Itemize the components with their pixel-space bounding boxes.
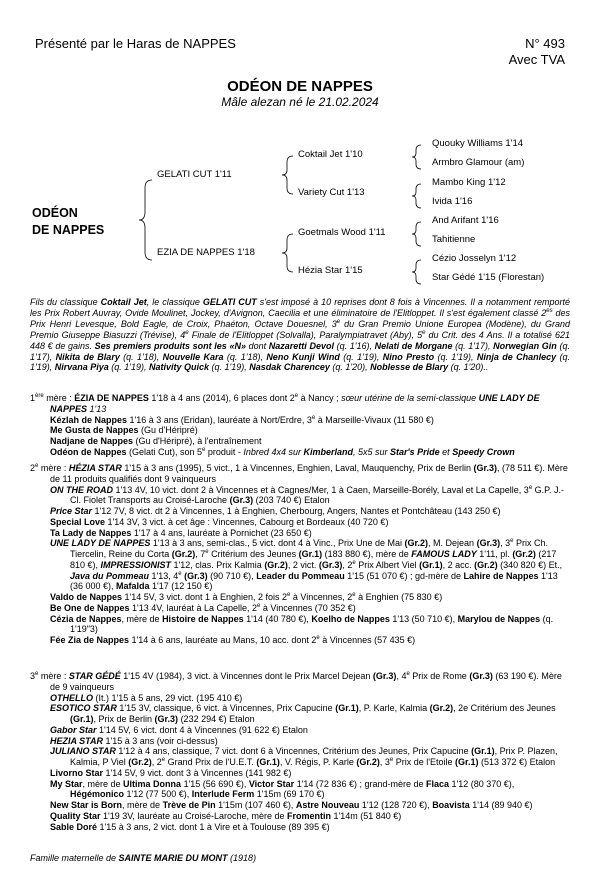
pedigree-dam-dam: Hézia Star 1'15 bbox=[298, 265, 363, 276]
text-run: (340 820 €) Et., bbox=[497, 559, 563, 570]
section-line bbox=[30, 703, 570, 725]
text-run: Nadjane de Nappes bbox=[50, 436, 134, 446]
text-run: 1'12 à 4 ans, classique, 7 vict. dont 6 à Vincennes, Critérium des Jeunes, Prix Capucine bbox=[115, 746, 472, 757]
text-run: 1'14 à 6 ans, lauréate au Mans, 10 acc. dont 2 bbox=[129, 635, 317, 645]
text-run: My Star bbox=[50, 778, 83, 789]
section-line bbox=[30, 779, 570, 801]
text-run: (217 810 €), bbox=[70, 549, 557, 570]
pedigree-dam: EZIA DE NAPPES 1'18 bbox=[157, 247, 255, 258]
text-run: 1'14 5V, 6 vict. dont 4 à Vincennes (91 622 €) Etalon bbox=[96, 724, 308, 735]
text-run: (Gr.1) bbox=[335, 703, 359, 714]
text-run: (q. 1'19"3) bbox=[70, 613, 554, 635]
pedigree-subject bbox=[32, 205, 104, 239]
text-run: (Gelati Cut), son 5 bbox=[126, 446, 203, 457]
text-run: Be One de Nappes bbox=[50, 602, 130, 613]
text-run: (Gr.3) bbox=[184, 570, 208, 581]
text-run: 1'19 3V, lauréate au Croisé-Laroche, mère de bbox=[100, 810, 288, 821]
first-dam-section bbox=[30, 393, 570, 458]
text-run: s'est imposé à 10 reprises dont 8 fois à Vincennes. Il a notamment remporté les Prix Robert Auvray, Ovide Moulinet, Jockey, d'Avignon, Caecilia et une éliminatoire de l'Elitloppet. Il s'est également classé 2 bbox=[30, 297, 571, 318]
text-run: à Vincennes (57 435 €) bbox=[319, 635, 416, 645]
text-run: sœur utérine de la semi-classique bbox=[341, 393, 479, 403]
pedigree-dam-sire: Goetmals Wood 1'11 bbox=[298, 227, 386, 238]
text-run: (Gr.2) bbox=[512, 549, 536, 559]
text-run: Norwegian Gin bbox=[493, 340, 557, 351]
text-run: e bbox=[178, 570, 182, 577]
text-run: Hégémonico bbox=[70, 789, 125, 800]
section-line bbox=[30, 725, 570, 736]
text-run: à Enghien (75 830 €) bbox=[355, 592, 443, 602]
text-run: 1'16 à 3 ans (Eridan), lauréate à Nort/Erdre, 3 bbox=[127, 414, 312, 425]
text-run: (Gr.2) bbox=[128, 757, 152, 767]
text-run: Neno Kunji Wind bbox=[266, 351, 340, 362]
text-run: 1'17 (12 150 €) bbox=[149, 581, 213, 592]
text-run: 1'14m (51 840 €) bbox=[331, 810, 402, 821]
text-run: OTHELLO bbox=[50, 692, 93, 703]
text-run: (q. 1'19), bbox=[30, 351, 570, 373]
section-line bbox=[30, 528, 570, 539]
text-run: e bbox=[35, 463, 39, 469]
text-run: Nikita de Blary bbox=[55, 351, 120, 362]
text-run: 1'14 3V, 3 vict. à cet âge : Vincennes, Cabourg et Bordeaux (40 720 €) bbox=[105, 516, 389, 527]
pedigree-sire: GELATI CUT 1'11 bbox=[157, 169, 232, 180]
text-run: Grand Prix de l'U.E.T. bbox=[165, 757, 257, 767]
section-line bbox=[30, 517, 570, 528]
text-run: (Gr.1) bbox=[471, 746, 495, 757]
pedigree-sire-sire: Coktail Jet 1'10 bbox=[298, 149, 363, 160]
text-run: e bbox=[352, 559, 356, 566]
pedigree-ggp: Star Gédé 1'15 (Florestan) bbox=[432, 272, 545, 283]
text-run: e bbox=[185, 329, 189, 336]
text-run: e bbox=[389, 757, 394, 763]
text-run: (90 710 €), bbox=[207, 570, 257, 581]
text-run: Boavista bbox=[432, 800, 470, 810]
text-run: , mère de bbox=[121, 613, 163, 624]
text-run: 1'15 4V (1984), 3 vict. à Vincennes dont le Prix Marcel Dejean bbox=[120, 671, 373, 681]
text-run: (203 740 €) Etalon bbox=[253, 495, 330, 506]
text-run: , 2e Critérium des Jeunes bbox=[453, 703, 556, 714]
pedigree-subject-line2: DE NAPPES bbox=[32, 223, 105, 237]
text-run: à Vincennes, 2 bbox=[290, 592, 353, 602]
text-run: e bbox=[316, 635, 320, 641]
text-run: , Prix P. Plazen, Kalmia, P Viel bbox=[70, 746, 558, 767]
text-run: (Gr.2) bbox=[356, 757, 380, 767]
text-run: , 4 bbox=[396, 671, 407, 681]
text-run: e bbox=[422, 329, 426, 336]
horse-title: ODÉON DE NAPPES bbox=[227, 78, 373, 95]
text-run: Livorno Star bbox=[50, 767, 104, 778]
text-run: 1'13 (36 000 €), bbox=[70, 570, 558, 592]
text-run: UNE LADY DE NAPPES bbox=[50, 393, 540, 414]
text-run: ESOTICO STAR bbox=[50, 703, 117, 714]
section-line bbox=[30, 822, 570, 833]
text-run: Special Love bbox=[50, 516, 106, 527]
text-run: New Star is Born bbox=[50, 800, 123, 810]
text-run: , P. Karle, Kalmia bbox=[358, 703, 430, 714]
horse-description: Mâle alezan né le 21.02.2024 bbox=[221, 95, 379, 109]
text-run: mère : bbox=[38, 671, 69, 681]
lot-number: N° 493 bbox=[525, 36, 565, 51]
text-run: (q. 1'20).. bbox=[448, 362, 489, 373]
third-dam-section bbox=[30, 671, 570, 832]
section-line bbox=[30, 506, 570, 517]
text-run: (q. 1'18), bbox=[223, 351, 267, 362]
text-run: 2 bbox=[30, 463, 36, 473]
text-run: 1'14 (89 940 €) bbox=[469, 800, 533, 810]
text-run: 1'14 5V, 9 vict. dont 3 à Vincennes (141 982 €) bbox=[103, 767, 292, 778]
text-run: e bbox=[311, 414, 316, 421]
text-run: Prix de l'Etoile bbox=[393, 757, 456, 767]
text-run: , 2 vict. bbox=[287, 559, 319, 570]
text-run: Nelati de Morgane bbox=[374, 340, 453, 351]
text-run: STAR GÉDÉ bbox=[68, 671, 121, 681]
section-line bbox=[30, 736, 570, 747]
second-dam-section bbox=[30, 463, 570, 646]
text-run: e bbox=[287, 592, 291, 598]
text-run: , 5x5 sur bbox=[352, 446, 390, 457]
text-run: du Gran Premio Unione Europea (Modène), du Grand Premio Giuseppe Biasuzzi (Trévise), 4 bbox=[30, 318, 570, 340]
text-run: JULIANO STAR bbox=[50, 746, 116, 757]
text-run: e bbox=[528, 484, 533, 491]
text-run: , 3 bbox=[500, 538, 511, 549]
text-run: (Gr.3) bbox=[372, 671, 397, 681]
text-run: 3 bbox=[30, 671, 36, 681]
text-run: Fée Zia de Nappes bbox=[50, 635, 130, 645]
text-run: 1'13 (50 710 €), bbox=[389, 613, 458, 624]
text-run: 1 bbox=[30, 393, 36, 403]
text-run: (Gr.3) bbox=[473, 463, 497, 473]
pedigree-subject-line1: ODÉON bbox=[32, 206, 78, 220]
text-run: (q. 1'17), bbox=[30, 340, 570, 362]
text-run: Victor Star bbox=[248, 778, 295, 789]
text-run: e bbox=[257, 602, 261, 609]
text-run: GELATI CUT bbox=[202, 297, 257, 307]
text-run: Price Star bbox=[50, 506, 93, 516]
pedigree-ggp: Mambo King 1'12 bbox=[432, 177, 506, 188]
text-run: Critérium des Jeunes bbox=[208, 549, 299, 559]
text-run: 1'15 (56 690 €), bbox=[181, 778, 249, 789]
text-run: (Gr.1) bbox=[70, 714, 94, 724]
text-run: à Nancy ; bbox=[298, 393, 342, 403]
section-line bbox=[30, 592, 570, 603]
text-run: (q. 1'18), bbox=[119, 351, 163, 362]
text-run: Mafalda bbox=[116, 581, 150, 592]
pedigree-ggp: And Arifant 1'16 bbox=[432, 215, 499, 226]
text-run: Prix Ch. Tiercelin, Reine du Corta bbox=[70, 538, 548, 559]
section-line bbox=[30, 800, 570, 811]
text-run: 1'13, 4 bbox=[149, 570, 179, 581]
text-run: Lahire de Nappes bbox=[463, 570, 539, 581]
section-line bbox=[30, 436, 570, 447]
text-run: (q. 1'19), bbox=[209, 362, 250, 373]
text-run: Gabor Star bbox=[50, 724, 97, 735]
text-run: Prix de Rome bbox=[409, 671, 470, 681]
text-run: ère bbox=[35, 393, 44, 399]
text-run: 1'15 (51 070 €) ; gd-mère de bbox=[344, 570, 464, 581]
text-run: Nazaretti Devol bbox=[268, 340, 334, 351]
text-run: (q. 1'17), bbox=[452, 340, 494, 351]
text-run: (Gr.3) bbox=[476, 538, 501, 549]
text-run: 1'12, clas. Prix Kalmia bbox=[171, 559, 265, 570]
section-line bbox=[30, 811, 570, 822]
text-run: (Gu d'Héripré), à l'entraînement bbox=[133, 436, 262, 446]
text-run: e bbox=[510, 538, 514, 545]
text-run: G.P. J.-Cl. Fiolet Transports au Croisé-Laroche bbox=[70, 484, 564, 506]
text-run: e bbox=[336, 318, 341, 325]
text-run: Quality Star bbox=[50, 810, 101, 821]
text-run: mère : bbox=[43, 393, 75, 403]
text-run: (Gr.3) bbox=[469, 671, 493, 681]
section-line bbox=[30, 447, 570, 458]
text-run: (q. 1'19), bbox=[339, 351, 383, 362]
text-run: 1'14 (72 836 €) ; grand-mère de bbox=[294, 778, 426, 789]
text-run: , 2 bbox=[151, 757, 162, 767]
pedigree-ggp: Tahitienne bbox=[432, 234, 476, 245]
text-run: Inbred 4x4 sur bbox=[243, 446, 304, 457]
text-run: 1'11, pl. bbox=[476, 549, 513, 559]
pedigree-ggp: Quouky Williams 1'14 bbox=[432, 138, 524, 149]
text-run: Finale de l'Elitloppet (Solvalla), Paralympiatravet (Aby), 5 bbox=[188, 329, 423, 340]
text-run: , M. Dejean bbox=[428, 538, 477, 549]
text-run: , mère de bbox=[82, 778, 124, 789]
footer-prefix: Famille maternelle de bbox=[30, 853, 119, 863]
text-run: (Gr.1) bbox=[455, 757, 479, 767]
text-run: Flaca bbox=[425, 778, 449, 789]
text-run: dont bbox=[245, 340, 269, 351]
text-run: Java du Pommeau bbox=[70, 570, 150, 581]
text-run: Coktail Jet bbox=[100, 297, 147, 307]
text-run: mère : bbox=[38, 463, 69, 473]
text-run: du Crit. des 4 Ans. Il a totalisé 621 448 € de gains. bbox=[30, 329, 570, 351]
text-run: 1'14 5V, 3 vict. dont 1 à Enghien, 2 fois 2 bbox=[122, 592, 288, 602]
text-run: 1'13 4V, 10 vict. dont 2 à Vincennes et à Cagnes/Mer, 1 à Caen, Marseille-Borély, Laval et La Capelle, 3 bbox=[113, 484, 529, 495]
pedigree-ggp: Ivida 1'16 bbox=[432, 196, 473, 207]
text-run: Nirvana Piya bbox=[54, 362, 109, 373]
text-run: e bbox=[294, 393, 299, 399]
text-run: Nativity Quick bbox=[149, 362, 210, 373]
tax-label: Avec TVA bbox=[508, 52, 565, 67]
text-run: (Gr.1) bbox=[419, 559, 443, 570]
section-line bbox=[30, 768, 570, 779]
text-run: des Prix Henri Levesque, Bold Eagle, de Croix, Phaéton, Octave Douesnel, 3 bbox=[30, 307, 571, 329]
text-run: (63 190 €). Mère de 9 vainqueurs bbox=[50, 671, 562, 692]
text-run: (Gr.2) bbox=[429, 703, 454, 714]
text-run: FAMOUS LADY bbox=[411, 549, 477, 559]
sire-paragraph bbox=[30, 297, 570, 373]
text-run: 1'15 à 3 ans (1995), 5 vict., 1 à Vincennes, Enghien, Laval, Mauquenchy, Prix de Berlin bbox=[121, 463, 474, 473]
text-run: Leader du Pommeau bbox=[256, 570, 345, 581]
text-run: , 3 bbox=[379, 757, 390, 767]
text-run: à Vincennes (70 352 €) bbox=[260, 602, 356, 613]
text-run: Fils du classique bbox=[30, 297, 101, 307]
text-run: 1'15 3V, classique, 6 vict. à Vincennes, Prix Capucine bbox=[116, 703, 336, 714]
section-line bbox=[30, 671, 570, 693]
text-run: (q. 1'19), bbox=[434, 351, 477, 362]
text-run: Noblesse de Blary bbox=[370, 362, 449, 373]
text-run: (Gr.1) bbox=[298, 549, 323, 559]
pedigree-ggp: Armbro Glamour (am) bbox=[432, 157, 525, 168]
text-run: (Gr.2) bbox=[474, 559, 498, 570]
text-run: e bbox=[406, 671, 410, 677]
text-run: et bbox=[439, 446, 453, 457]
section-line bbox=[30, 746, 570, 768]
text-run: IMPRESSIONIST bbox=[100, 559, 172, 570]
text-run: 1'13 4V, lauréat à La Capelle, 2 bbox=[129, 602, 258, 613]
pedigree-ggp: Cézio Josselyn 1'12 bbox=[432, 253, 517, 264]
text-run: , 2 bbox=[342, 559, 353, 570]
text-run: (q. 1'16), bbox=[333, 340, 375, 351]
section-line bbox=[30, 425, 570, 436]
text-run: Nasdak Charencey bbox=[249, 362, 330, 373]
text-run: (Gr.2) bbox=[264, 559, 288, 570]
text-run: Ses premiers produits sont les «N» bbox=[94, 340, 246, 351]
text-run: 1'12 (80 370 €), bbox=[449, 778, 515, 789]
text-run: Histoire de Nappes bbox=[162, 613, 244, 624]
text-run: e bbox=[35, 671, 39, 677]
text-run: Nino Presto bbox=[382, 351, 435, 362]
text-run: Kimberland bbox=[303, 446, 353, 457]
text-run: es bbox=[546, 307, 553, 314]
text-run: 1'15m (107 460 €), bbox=[215, 800, 296, 810]
text-run: Cézia de Nappes bbox=[50, 613, 122, 624]
text-run: (Gr.2) bbox=[404, 538, 429, 549]
text-run: Astre Nouveau bbox=[295, 800, 360, 810]
text-run: 1'14 (40 780 €), bbox=[243, 613, 312, 624]
text-run: , le classique bbox=[146, 297, 203, 307]
text-run: Speedy Crown bbox=[452, 446, 515, 457]
text-run: 1'15 à 3 ans (voir ci-dessus) bbox=[103, 735, 218, 746]
section-line bbox=[30, 538, 570, 592]
text-run: 1'18 à 4 ans (2014), 6 places dont 2 bbox=[148, 393, 295, 403]
text-run: Nouvelle Kara bbox=[162, 351, 224, 362]
text-run: Koelho de Nappes bbox=[311, 613, 390, 624]
text-run: 1'15 à 3 ans, 2 vict. dont 1 à Vire et à Toulouse (89 395 €) bbox=[97, 821, 330, 832]
text-run: (513 372 €) Etalon bbox=[478, 757, 556, 767]
text-run: à Marseille-Vivaux (11 580 €) bbox=[315, 414, 434, 425]
text-run: Marylou de Nappes bbox=[457, 613, 541, 624]
text-run: ON THE ROAD bbox=[50, 484, 113, 495]
text-run: e bbox=[161, 757, 166, 763]
footer-suffix: (1918) bbox=[227, 853, 257, 863]
presenter-text: Présenté par le Haras de NAPPES bbox=[35, 36, 236, 51]
maternal-family-note bbox=[30, 853, 256, 863]
text-run: , mère de bbox=[122, 800, 163, 810]
section-line bbox=[30, 693, 570, 704]
text-run: (q. 1'19), bbox=[108, 362, 150, 373]
text-run: Ninja de Chanlecy bbox=[476, 351, 557, 362]
text-run: (Gr.1) bbox=[256, 757, 280, 767]
text-run: 1'17 à 4 ans, lauréate à Pornichet (23 650 €) bbox=[131, 527, 312, 538]
section-line bbox=[30, 603, 570, 614]
text-run: e bbox=[205, 549, 209, 555]
text-run: UNE LADY DE NAPPES bbox=[50, 538, 151, 549]
text-run: produit - bbox=[205, 446, 244, 457]
text-run: Valdo de Nappes bbox=[50, 592, 123, 602]
text-run: HÉZIA STAR bbox=[68, 463, 122, 473]
section-line bbox=[30, 415, 570, 426]
text-run: Sable Doré bbox=[50, 821, 98, 832]
text-run: (Gr.3) bbox=[229, 495, 254, 506]
text-run: (232 294 €) Etalon bbox=[178, 714, 255, 724]
text-run: Ultima Donna bbox=[123, 778, 182, 789]
text-run: 1'15m (69 170 €) bbox=[254, 789, 325, 800]
text-run: , V. Régis, P. Karle bbox=[279, 757, 357, 767]
section-line bbox=[30, 485, 570, 507]
text-run: Kézlah de Nappes bbox=[50, 414, 128, 425]
section-line bbox=[30, 393, 570, 415]
text-run: 1'13 bbox=[87, 403, 107, 414]
text-run: , (78 511 €). Mère de 11 produits qualifiés dont 9 vainqueurs bbox=[50, 463, 568, 484]
text-run: 1'12 7V, 8 vict. dt 2 à Vincennes, 1 à Enghien, Cherbourg, Angers, Nantes et Pontchâteau (143 250 €) bbox=[92, 506, 501, 516]
text-run: , 7 bbox=[195, 549, 206, 559]
text-run: (Gr.2) bbox=[171, 549, 196, 559]
text-run: Star's Pride bbox=[390, 446, 440, 457]
footer-family: SAINTE MARIE DU MONT bbox=[118, 853, 228, 863]
text-run: ÉZIA DE NAPPES bbox=[74, 393, 149, 403]
text-run: HEZIA STAR bbox=[50, 735, 103, 746]
section-line bbox=[30, 614, 570, 636]
text-run: , 2 acc. bbox=[442, 559, 475, 570]
text-run: (183 880 €), mère de bbox=[322, 549, 412, 559]
text-run: Odéon de Nappes bbox=[50, 446, 127, 457]
text-run: Me Gusta de Nappes bbox=[50, 425, 139, 436]
text-run: (Gr.3) bbox=[154, 714, 179, 724]
text-run: e bbox=[202, 446, 206, 453]
section-line bbox=[30, 635, 570, 646]
text-run: Prix Albert Viel bbox=[355, 559, 420, 570]
text-run: Ta Lady de Nappes bbox=[50, 527, 132, 538]
text-run: 1'13 à 3 ans, semi-clas., 5 vict. dont 4 à Vinc., Prix Une de Mai bbox=[150, 538, 405, 549]
text-run: (It.) 1'15 à 5 ans, 29 vict. (195 410 €) bbox=[93, 692, 243, 703]
section-line bbox=[30, 463, 570, 485]
text-run: Fromentin bbox=[287, 810, 332, 821]
text-run: e bbox=[352, 592, 356, 598]
text-run: (Gr.3) bbox=[318, 559, 343, 570]
pedigree-sire-dam: Variety Cut 1'13 bbox=[298, 187, 365, 198]
text-run: , Prix de Berlin bbox=[93, 714, 155, 724]
text-run: 1'12 (77 500 €), bbox=[124, 789, 192, 800]
text-run: (Gu d'Héripré) bbox=[138, 425, 198, 436]
text-run: 1'12 (128 720 €), bbox=[359, 800, 433, 810]
text-run: (q. 1'20), bbox=[329, 362, 371, 373]
text-run: Interlude Ferm bbox=[191, 789, 255, 800]
text-run: Trève de Pin bbox=[162, 800, 216, 810]
